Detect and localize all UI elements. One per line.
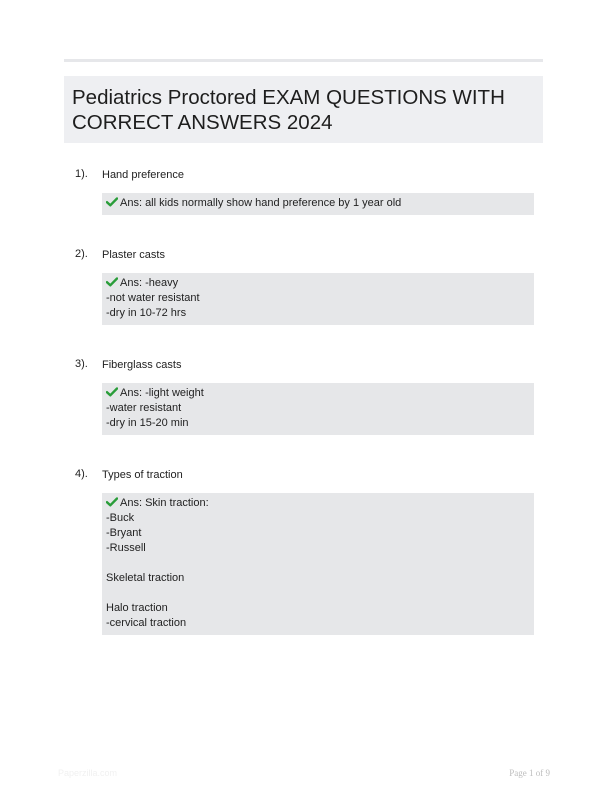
question-number: 3). [75,358,88,370]
question-number: 2). [75,248,88,260]
answer-text: Ans: -light weight -water resistant -dry in 15-20 min [106,387,204,429]
question-list [64,158,544,635]
question-item-1 [64,158,544,215]
question-number: 1). [75,168,88,180]
answer-box [102,493,534,635]
answer-box [102,193,534,215]
answer-text: Ans: Skin traction: -Buck -Bryant -Russell Skeletal traction Halo traction -cervical traction [106,497,209,629]
checkmark-icon [106,387,118,397]
answer-text: Ans: all kids normally show hand preference by 1 year old [120,197,402,209]
answer-text: Ans: -heavy -not water resistant -dry in 10-72 hrs [106,277,200,319]
question-text: Fiberglass casts [102,359,182,371]
checkmark-icon [106,497,118,507]
footer-page-number: Page 1 of 9 [509,768,550,778]
checkmark-icon [106,277,118,287]
question-text: Types of traction [102,469,183,481]
answer-box [102,273,534,325]
question-text: Plaster casts [102,249,165,261]
top-divider [64,59,543,62]
question-item-2 [64,238,544,325]
title-banner [64,76,543,143]
checkmark-icon [106,197,118,207]
page-title: Pediatrics Proctored EXAM QUESTIONS WITH CORRECT ANSWERS 2024 [72,86,505,134]
question-text: Hand preference [102,169,184,181]
question-item-4 [64,458,544,635]
question-item-3 [64,348,544,435]
footer-site-watermark: Paperzilla.com [58,768,118,778]
question-number: 4). [75,468,88,480]
answer-box [102,383,534,435]
